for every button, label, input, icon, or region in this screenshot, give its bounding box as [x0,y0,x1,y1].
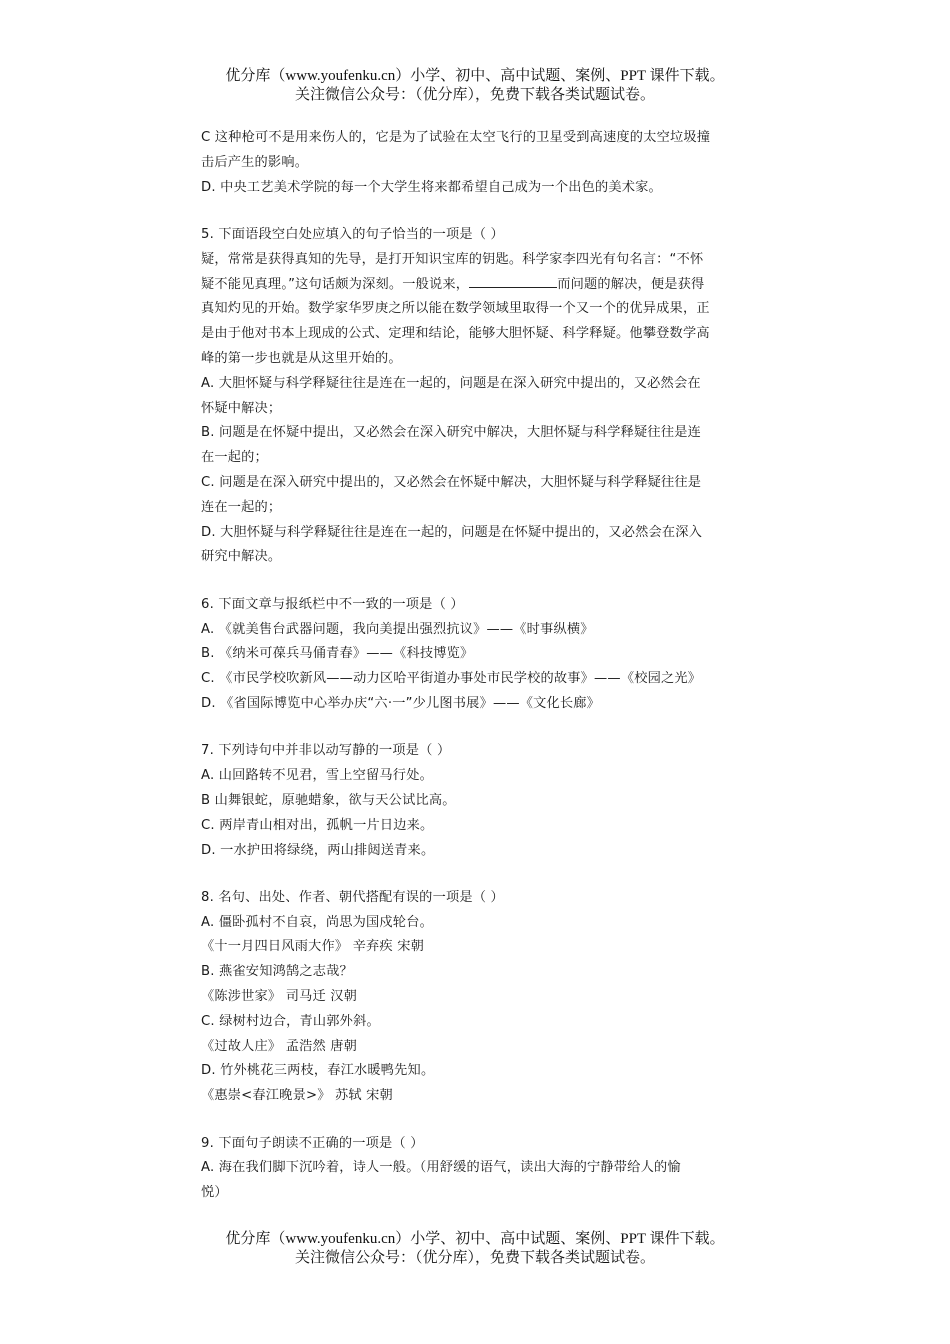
q6-stem: 6. 下面文章与报纸栏中不一致的一项是（ ） [201,596,464,612]
q5-option-c-line-2: 连在一起的； [201,499,282,515]
q5-passage-line-2 [201,273,751,298]
q6-option-c: C. 《市民学校吹新风——动力区哈平街道办事处市民学校的故事》——《校园之光》 [201,671,702,687]
question-9 [201,1132,751,1206]
q7-option-a: A. 山回路转不见君，雪上空留马行处。 [201,768,433,784]
q8-option-c-source: 《过故人庄》 孟浩然 唐朝 [201,1038,358,1054]
q5-option-b-line-1: B. 问题是在怀疑中提出，又必然会在深入研究中解决，大胆怀疑与科学释疑往往是连 [201,425,701,441]
q4-option-c-line-1: C 这种枪可不是用来伤人的，它是为了试验在太空飞行的卫星受到高速度的太空垃圾撞 [201,130,711,145]
q5-stem: 5. 下面语段空白处应填入的句子恰当的一项是（ ） [201,226,504,242]
fill-in-blank [469,273,557,288]
q5-passage-line-5: 峰的第一步也就是从这里开始的。 [201,350,402,366]
q4-option-c-line-2: 击后产生的影响。 [201,154,309,170]
q7-stem: 7. 下列诗句中并非以动写静的一项是（ ） [201,743,451,759]
q7-option-b: B 山舞银蛇，原驰蜡象，欲与天公试比高。 [201,792,456,808]
q7-option-d: D. 一水护田将绿绕，两山排闼送青来。 [201,842,435,858]
footer-line-2: 关注微信公众号：（优分库），免费下载各类试题试卷。 [294,1250,655,1266]
question-6 [201,593,751,717]
q7-option-c: C. 两岸青山相对出，孤帆一片日边来。 [201,817,434,833]
question-5 [201,223,751,570]
document-body [201,126,751,1206]
q8-option-a: A. 僵卧孤村不自哀，尚思为国戍轮台。 [201,914,433,930]
q8-option-d: D. 竹外桃花三两枝，春江水暖鸭先知。 [201,1063,435,1079]
header-line-2: 关注微信公众号：（优分库），免费下载各类试题试卷。 [294,87,655,103]
q5-option-c-line-1: C. 问题是在深入研究中提出的，又必然会在怀疑中解决，大胆怀疑与科学释疑往往是 [201,474,702,490]
footer-line-1: 优分库（www.youfenku.cn）小学、初中、高中试题、案例、PPT 课件下载。 [225,1231,725,1247]
q5-option-d-line-1: D. 大胆怀疑与科学释疑往往是连在一起的，问题是在怀疑中提出的，又必然会在深入 [201,524,703,540]
q9-option-a-line-2: 悦） [201,1185,228,1201]
q5-passage-line-1: 疑，常常是获得真知的先导，是打开知识宝库的钥匙。科学家李四光有句名言：“不怀 [201,251,704,267]
q5-option-a-line-1: A. 大胆怀疑与科学释疑往往是连在一起的，问题是在深入研究中提出的，又必然会在 [201,375,701,391]
q5-passage-line-2b: 而问题的解决，便是获得 [557,276,705,292]
question-7 [201,739,751,863]
question-4-options [201,126,751,200]
q9-stem: 9. 下面句子朗读不正确的一项是（ ） [201,1135,424,1151]
q8-stem: 8. 名句、出处、作者、朝代搭配有误的一项是（ ） [201,889,504,905]
q8-option-b-source: 《陈涉世家》 司马迁 汉朝 [201,989,358,1005]
q8-option-d-source: 《惠崇<春江晚景>》 苏轼 宋朝 [201,1088,393,1104]
page-header [0,67,950,105]
q5-option-a-line-2: 怀疑中解决； [201,400,282,416]
q8-option-c: C. 绿树村边合，青山郭外斜。 [201,1013,380,1029]
q5-option-d-line-2: 研究中解决。 [201,549,282,565]
q8-option-a-source: 《十一月四日风雨大作》 辛弃疾 宋朝 [201,939,424,955]
q6-option-d: D. 《省国际博览中心举办庆“六·一”少儿图书展》——《文化长廊》 [201,695,601,711]
q5-passage-line-4: 是由于他对书本上现成的公式、定理和结论，能够大胆怀疑、科学释疑。他攀登数学高 [201,326,710,342]
q6-option-b: B. 《纳米可葆兵马俑青春》——《科技博览》 [201,646,474,662]
q8-option-b: B. 燕雀安知鸿鹄之志哉？ [201,964,353,980]
q6-option-a: A. 《就美售台武器问题，我向美提出强烈抗议》——《时事纵横》 [201,621,594,637]
q9-option-a-line-1: A. 海在我们脚下沉吟着，诗人一般。（用舒缓的语气，读出大海的宁静带给人的愉 [201,1160,681,1176]
q5-option-b-line-2: 在一起的； [201,450,268,466]
q5-passage-line-2a: 疑不能见真理。”这句话颇为深刻。一般说来， [201,276,470,292]
page-footer [0,1230,950,1268]
question-8 [201,886,751,1109]
q4-option-d: D. 中央工艺美术学院的每一个大学生将来都希望自己成为一个出色的美术家。 [201,179,662,195]
q5-passage-line-3: 真知灼见的开始。数学家华罗庚之所以能在数学领域里取得一个又一个的优异成果，正 [201,301,710,317]
header-line-1: 优分库（www.youfenku.cn）小学、初中、高中试题、案例、PPT 课件下载。 [225,68,725,84]
